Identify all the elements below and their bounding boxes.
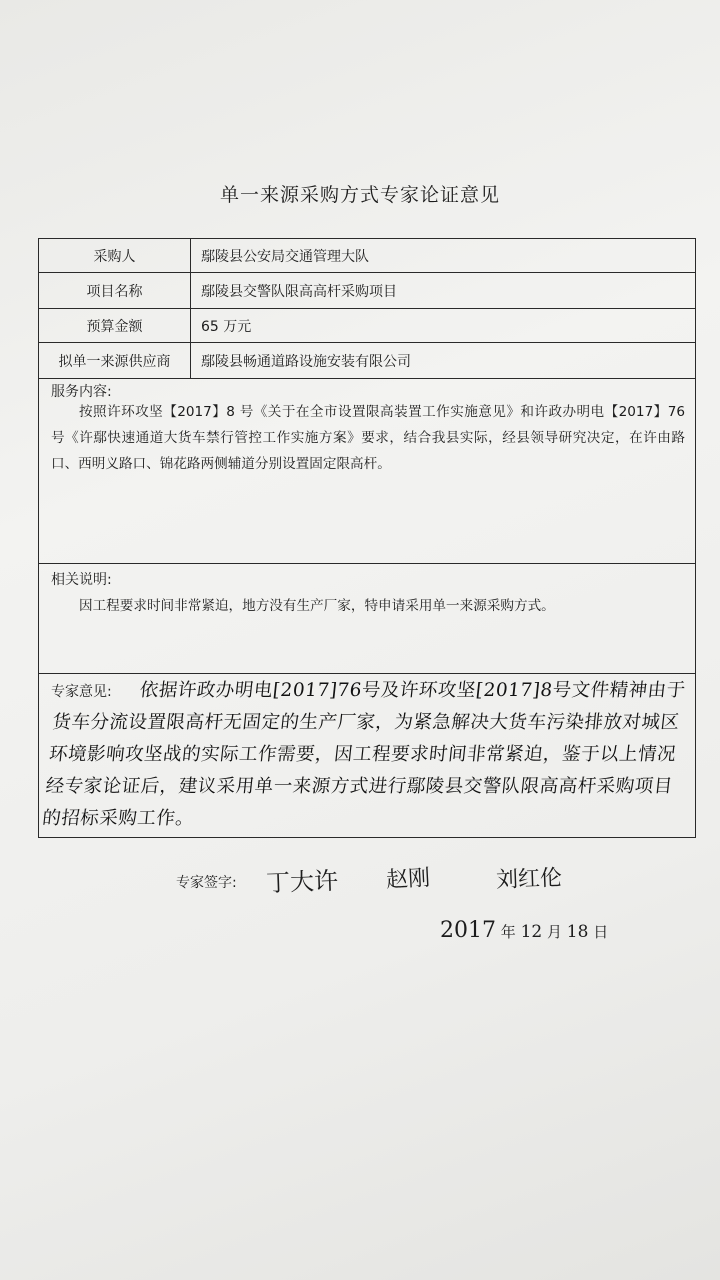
service-label: 服务内容: xyxy=(51,384,112,400)
table-row-purchaser xyxy=(39,239,695,273)
row-value: 鄢陵县畅通道路设施安装有限公司 xyxy=(201,353,411,370)
signature-label: 专家签字: xyxy=(176,875,237,891)
row-value: 鄢陵县公安局交通管理大队 xyxy=(201,248,369,265)
table-row-project-name xyxy=(39,273,695,309)
table-row-budget xyxy=(39,309,695,343)
date-year: 2017 xyxy=(440,918,496,943)
table-row-supplier xyxy=(39,343,695,379)
section-divider xyxy=(39,673,695,674)
notes-body: 因工程要求时间非常紧迫，地方没有生产厂家，特申请采用单一来源采购方式。 xyxy=(79,598,555,614)
row-label: 拟单一来源供应商 xyxy=(39,343,191,378)
date-day-unit: 日 xyxy=(593,923,609,941)
signature-1: 丁大许 xyxy=(265,866,339,898)
notes-label: 相关说明: xyxy=(51,572,112,588)
date-month: 12 xyxy=(520,922,543,942)
signatures xyxy=(266,862,626,912)
signature-2: 赵刚 xyxy=(385,865,431,894)
row-value: 65 万元 xyxy=(201,318,252,335)
section-divider xyxy=(39,563,695,564)
date-day: 18 xyxy=(566,922,589,942)
row-label: 项目名称 xyxy=(39,273,191,308)
signature-date xyxy=(440,918,608,943)
row-label: 采购人 xyxy=(39,239,191,272)
date-year-unit: 年 xyxy=(500,923,516,941)
opinion-label: 专家意见: xyxy=(51,684,112,700)
signature-3: 刘红伦 xyxy=(495,865,563,894)
date-month-unit: 月 xyxy=(547,923,563,941)
handwritten-opinion: 依据许政办明电[2017]76号及许环攻坚[2017]8号文件精神由于货车分流设置限高杆无固定的生产厂家，为紧急解决大货车污染排放对城区环境影响攻坚战的实际工作需要，因工程要求时间非常紧迫，鉴于以上情况经专家论证后，建议采用单一来源方式进行鄢陵县交警队限高高杆采购项目的招标采购工作。 xyxy=(41,680,687,829)
row-label: 预算金额 xyxy=(39,309,191,342)
page-title: 单一来源采购方式专家论证意见 xyxy=(219,184,500,206)
row-value: 鄢陵县交警队限高高杆采购项目 xyxy=(201,283,397,300)
service-body: 按照许环攻坚【2017】8 号《关于在全市设置限高装置工作实施意见》和许政办明电【2017】76 号《许鄢快速通道大货车禁行管控工作实施方案》要求，结合我县实际，经县领导研究决定，在许由路口、西明义路口、锦花路两侧辅道分别设置固定限高杆。 xyxy=(51,404,685,472)
argument-form xyxy=(38,238,696,838)
